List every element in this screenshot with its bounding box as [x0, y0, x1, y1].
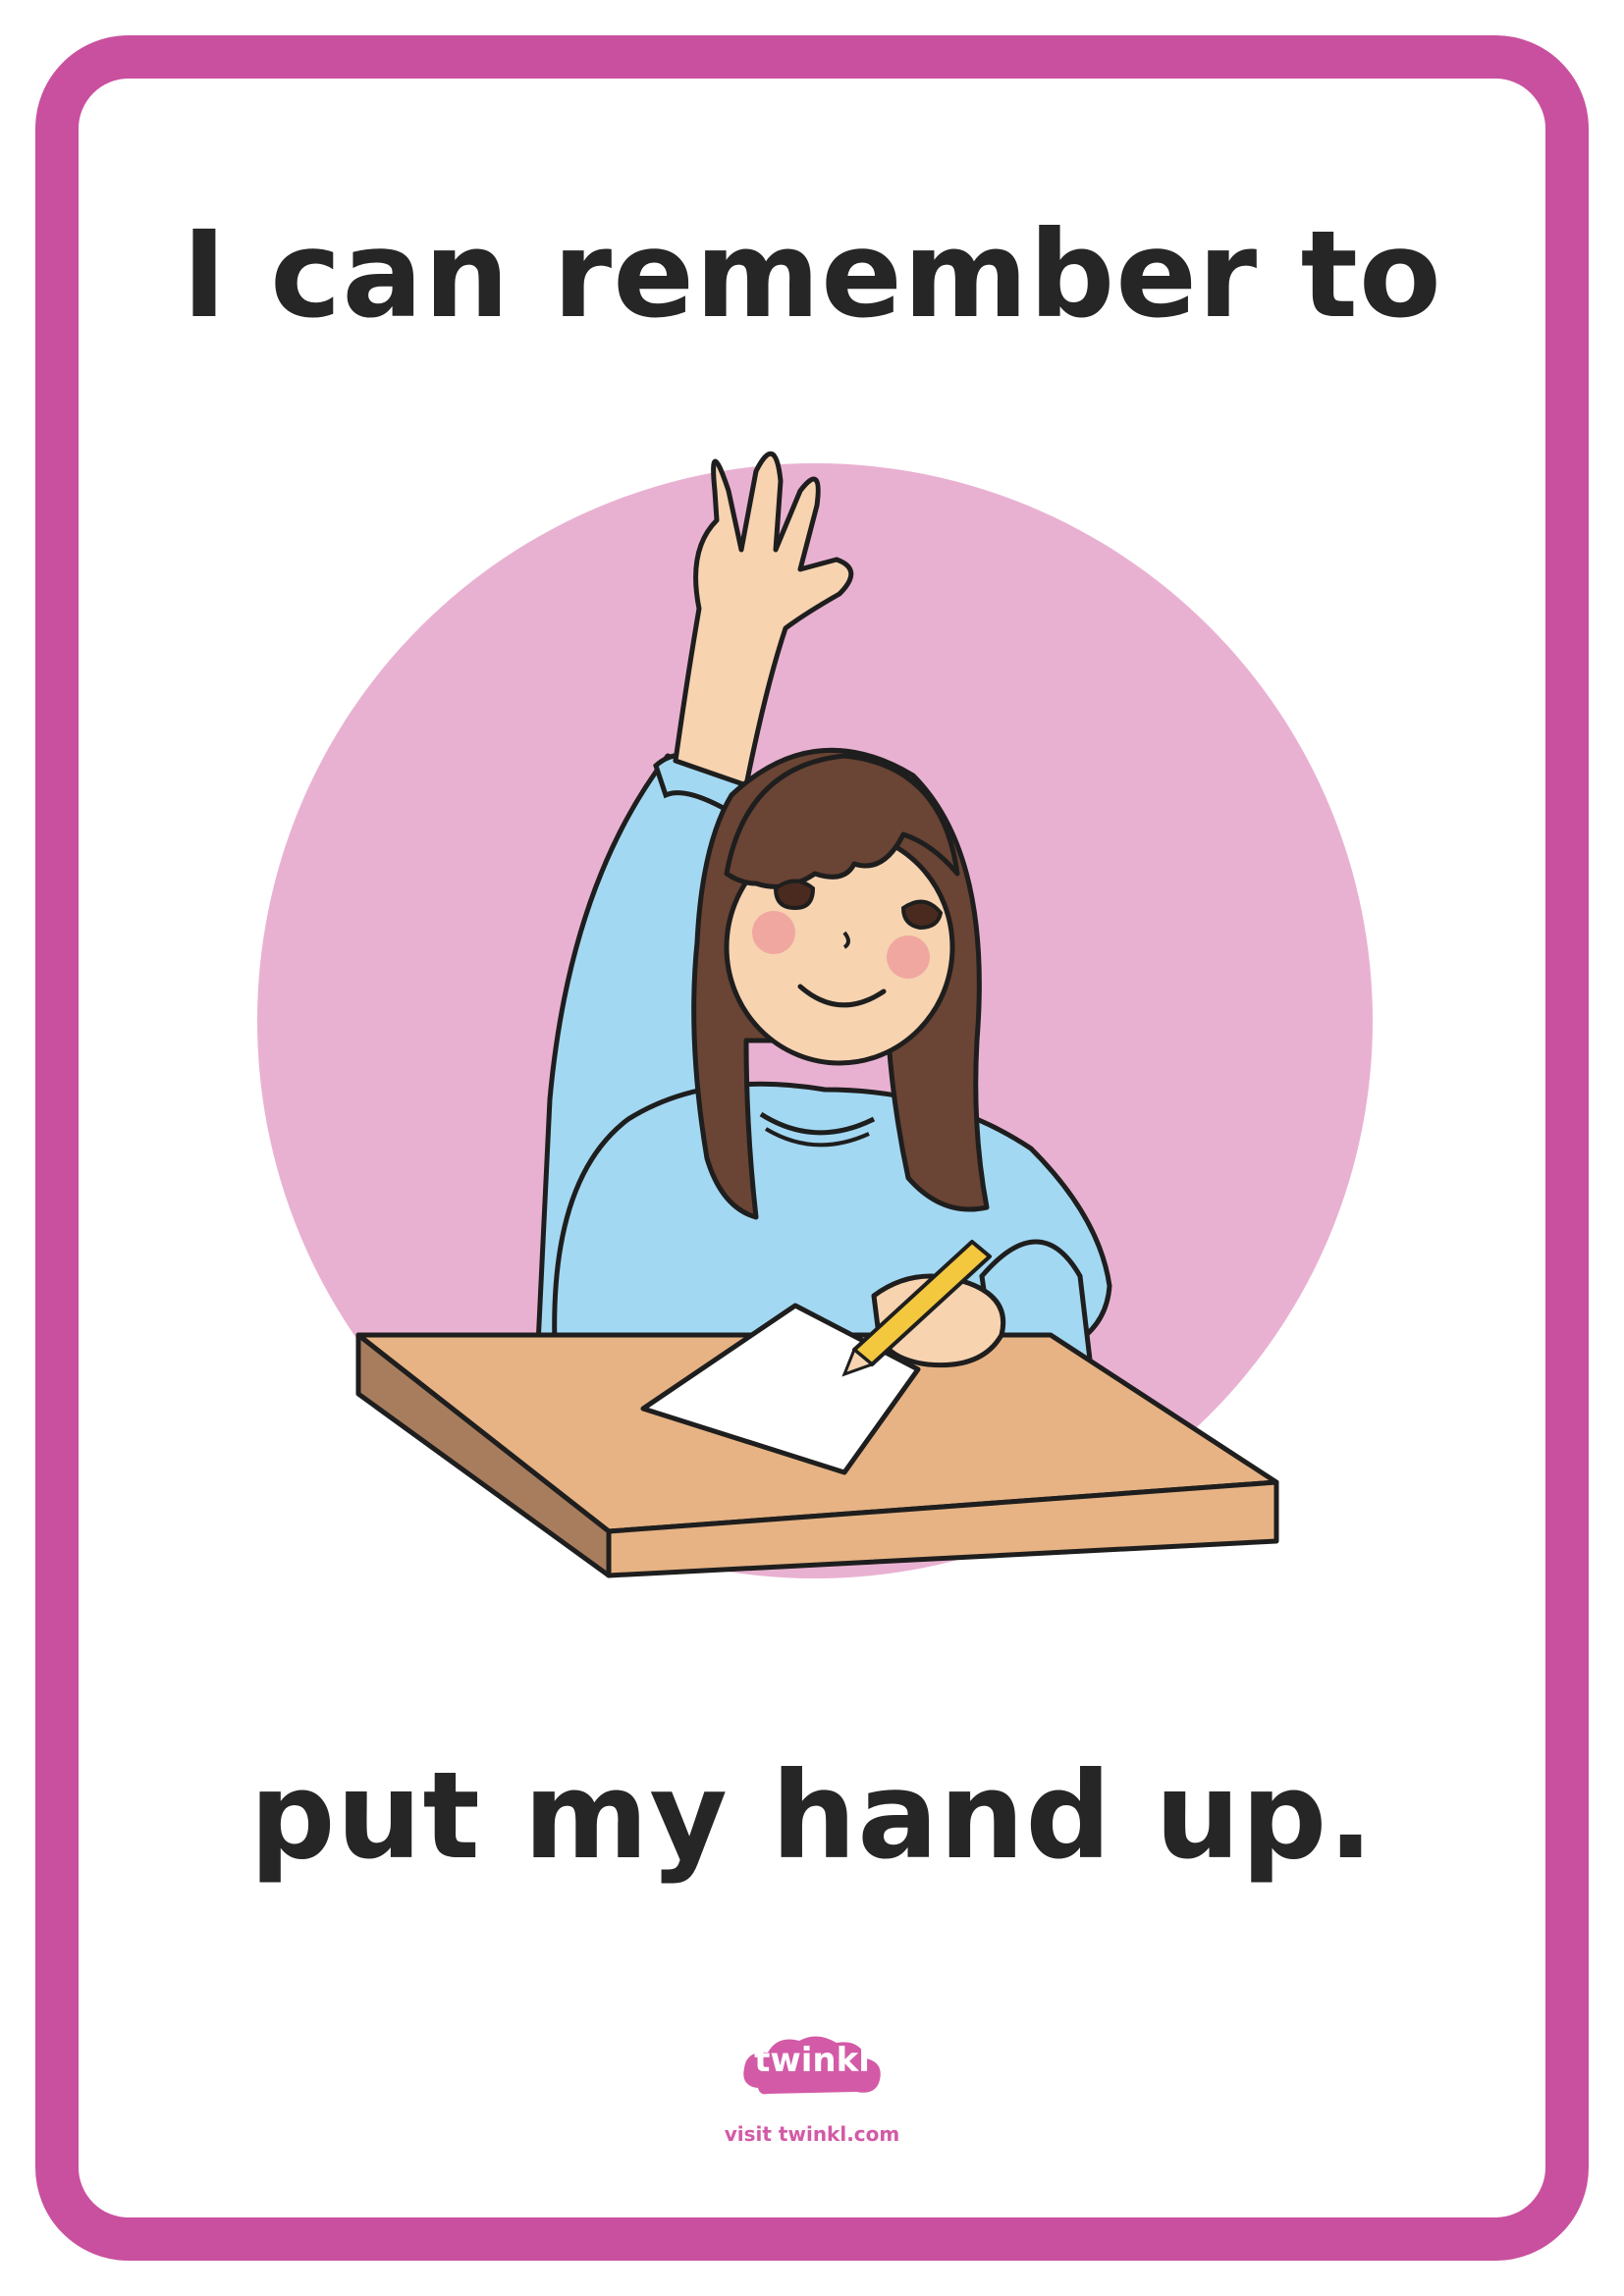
- left-cheek: [752, 911, 795, 954]
- twinkl-logo[interactable]: [738, 2027, 886, 2108]
- left-eye: [776, 881, 813, 909]
- heading-bottom: put my hand up.: [249, 1746, 1375, 1886]
- right-eye: [903, 902, 941, 928]
- logo-tagline[interactable]: visit twinkl.com: [724, 2122, 900, 2146]
- heading-top: I can remember to: [182, 205, 1442, 345]
- logo-text: twinkl: [754, 2041, 870, 2080]
- right-cheek: [887, 935, 930, 979]
